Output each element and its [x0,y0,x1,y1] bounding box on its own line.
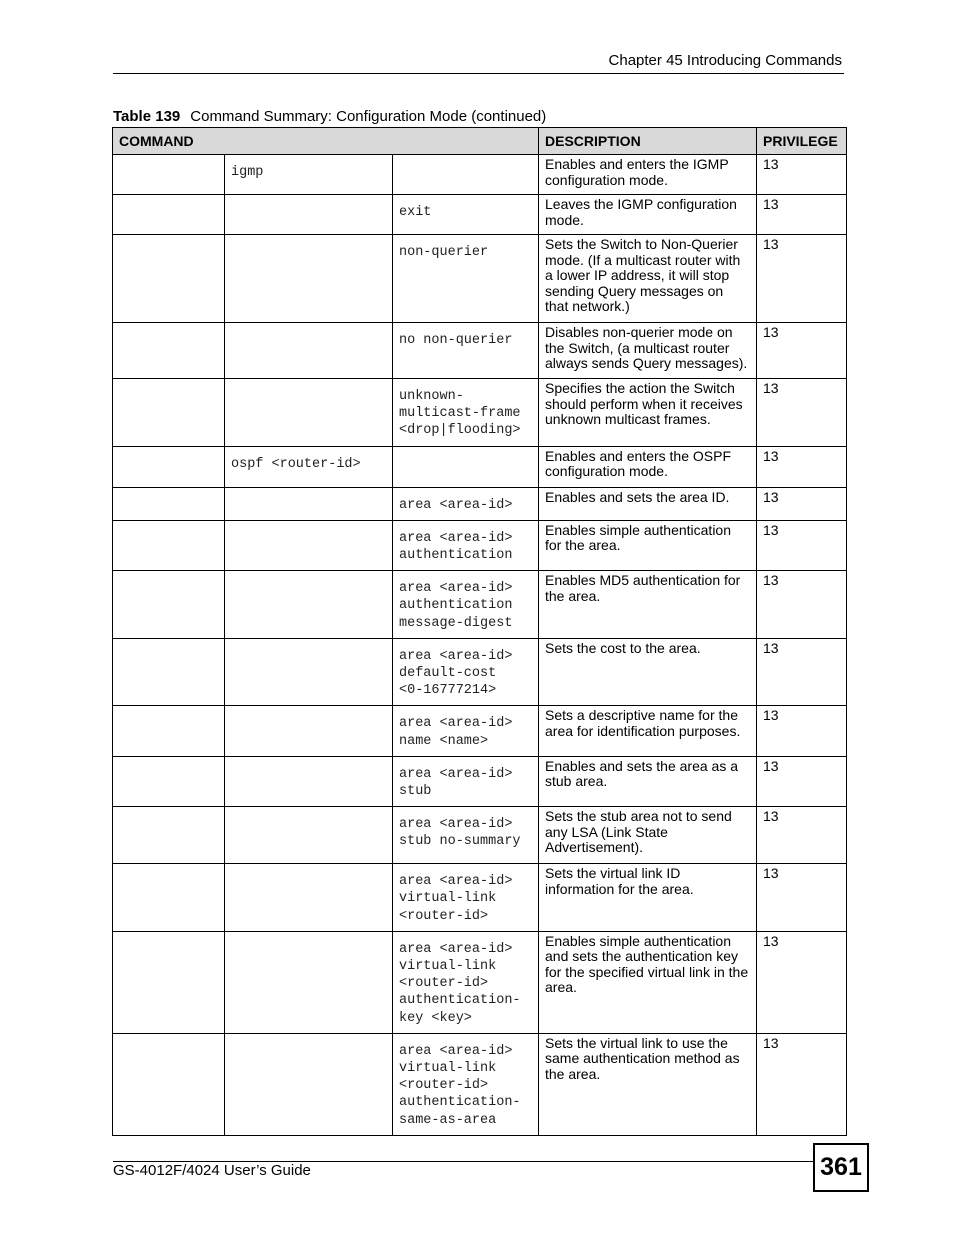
command-line: same-as-area [399,1112,497,1128]
description-cell: Enables and enters the OSPF configuration mode. [539,446,757,487]
column-header-privilege: PRIVILEGE [757,128,847,155]
command-line: <router-id> [399,908,489,924]
command-level-3-cell [393,807,539,864]
command-level-2-cell [225,155,393,195]
description-cell: Enables MD5 authentication for the area. [539,571,757,639]
command-line: exit [399,205,432,220]
command-level-2-cell [225,706,393,756]
command-level-3-cell [393,931,539,1033]
table-row [113,864,847,932]
command-level-3-cell [393,864,539,932]
command-line: area <area-id> [399,817,513,833]
command-line: area <area-id> [399,1043,513,1059]
table-caption [113,108,546,126]
table-caption-number: Table 139 [113,108,181,125]
table-body [113,155,847,1136]
chapter-header: Chapter 45 Introducing Commands [608,52,842,69]
description-cell: Specifies the action the Switch should perform when it receives unknown multicast frames. [539,379,757,447]
table-row [113,195,847,235]
command-level-1-cell [113,638,225,706]
command-level-3-cell [393,195,539,235]
command-level-2-cell [225,520,393,570]
column-header-command: COMMAND [113,128,539,155]
privilege-cell: 13 [757,706,847,756]
command-level-1-cell [113,520,225,570]
table-row [113,571,847,639]
command-line: igmp [231,165,264,180]
command-level-1-cell [113,807,225,864]
command-line: virtual-link [399,1061,497,1077]
command-level-1-cell [113,756,225,806]
command-level-2-cell [225,379,393,447]
privilege-cell: 13 [757,1033,847,1135]
command-line: <drop|flooding> [399,423,521,439]
command-level-1-cell [113,323,225,379]
description-cell: Sets the cost to the area. [539,638,757,706]
description-cell: Sets the virtual link ID information for the area. [539,864,757,932]
command-level-1-cell [113,706,225,756]
privilege-cell: 13 [757,155,847,195]
description-cell: Enables simple authentication and sets the authentication key for the specified virtual link in the area. [539,931,757,1033]
command-level-3-cell [393,571,539,639]
command-line: authentication- [399,1095,521,1111]
command-level-3-cell [393,323,539,379]
command-level-3-cell [393,446,539,487]
command-level-3-cell [393,1033,539,1135]
command-level-1-cell [113,195,225,235]
command-level-2-cell [225,807,393,864]
table-row [113,706,847,756]
command-line: virtual-link [399,959,497,975]
privilege-cell: 13 [757,807,847,864]
description-cell: Enables and enters the IGMP configuration mode. [539,155,757,195]
table-row [113,638,847,706]
table-row [113,379,847,447]
header-rule [113,73,844,74]
privilege-cell: 13 [757,446,847,487]
command-level-2-cell [225,323,393,379]
command-level-1-cell [113,1033,225,1135]
command-line: area <area-id> [399,497,513,513]
description-cell: Enables and sets the area ID. [539,487,757,520]
command-line: authentication- [399,993,521,1009]
command-line: area <area-id> [399,941,513,957]
description-cell: Sets a descriptive name for the area for identification purposes. [539,706,757,756]
command-level-2-cell [225,931,393,1033]
command-summary-table [112,127,847,1136]
table-row [113,756,847,806]
command-level-3-cell [393,235,539,323]
privilege-cell: 13 [757,571,847,639]
privilege-cell: 13 [757,323,847,379]
command-level-1-cell [113,487,225,520]
command-level-2-cell [225,638,393,706]
command-level-3-cell [393,756,539,806]
command-level-2-cell [225,235,393,323]
table-row [113,155,847,195]
command-level-2-cell [225,487,393,520]
command-line: authentication [399,548,513,564]
table-row [113,807,847,864]
description-cell: Leaves the IGMP configuration mode. [539,195,757,235]
command-line: area <area-id> [399,581,513,597]
command-line: area <area-id> [399,648,513,664]
command-level-3-cell [393,706,539,756]
guide-title: GS-4012F/4024 User’s Guide [113,1162,311,1179]
command-line: no non-querier [399,333,513,348]
privilege-cell: 13 [757,931,847,1033]
table-row [113,520,847,570]
command-line: default-cost [399,666,497,682]
privilege-cell: 13 [757,235,847,323]
privilege-cell: 13 [757,756,847,806]
command-level-2-cell [225,1033,393,1135]
command-line: <0-16777214> [399,683,497,699]
command-line: stub [399,784,432,800]
privilege-cell: 13 [757,195,847,235]
command-level-2-cell [225,446,393,487]
command-line: ospf <router-id> [231,456,361,472]
command-level-3-cell [393,520,539,570]
command-line: <router-id> [399,976,489,992]
command-level-2-cell [225,864,393,932]
table-row [113,323,847,379]
privilege-cell: 13 [757,379,847,447]
command-level-2-cell [225,571,393,639]
command-line: stub no-summary [399,834,521,850]
command-level-1-cell [113,931,225,1033]
command-level-3-cell [393,638,539,706]
command-level-1-cell [113,155,225,195]
description-cell: Enables simple authentication for the area. [539,520,757,570]
command-line: virtual-link [399,891,497,907]
command-level-1-cell [113,235,225,323]
table-header-row [113,128,847,155]
table-row [113,1033,847,1135]
command-line: non-querier [399,245,489,260]
table-row [113,931,847,1033]
description-cell: Disables non-querier mode on the Switch, (a multicast router always sends Query messages). [539,323,757,379]
command-level-1-cell [113,446,225,487]
command-level-3-cell [393,155,539,195]
column-header-description: DESCRIPTION [539,128,757,155]
command-line: <router-id> [399,1078,489,1094]
description-cell: Enables and sets the area as a stub area. [539,756,757,806]
command-line: key <key> [399,1010,472,1026]
table-caption-title: Command Summary: Configuration Mode (continued) [190,108,547,125]
command-level-1-cell [113,379,225,447]
command-line: area <area-id> [399,716,513,732]
privilege-cell: 13 [757,487,847,520]
command-line: area <area-id> [399,874,513,890]
table-row [113,487,847,520]
description-cell: Sets the virtual link to use the same authentication method as the area. [539,1033,757,1135]
privilege-cell: 13 [757,520,847,570]
privilege-cell: 13 [757,864,847,932]
description-cell: Sets the stub area not to send any LSA (Link State Advertisement). [539,807,757,864]
command-level-3-cell [393,379,539,447]
command-level-3-cell [393,487,539,520]
table-row [113,235,847,323]
command-line: unknown- [399,389,464,404]
command-level-1-cell [113,864,225,932]
command-line: message-digest [399,615,513,631]
description-cell: Sets the Switch to Non-Querier mode. (If a multicast router with a lower IP address, it will stop sending Query messages on that network.) [539,235,757,323]
command-line: area <area-id> [399,766,513,782]
command-line: authentication [399,598,513,614]
command-line: name <name> [399,733,489,749]
command-level-1-cell [113,571,225,639]
command-line: multicast-frame [399,406,521,422]
command-level-2-cell [225,756,393,806]
command-level-2-cell [225,195,393,235]
table-row [113,446,847,487]
command-line: area <area-id> [399,530,513,546]
privilege-cell: 13 [757,638,847,706]
page-number: 361 [813,1143,869,1192]
